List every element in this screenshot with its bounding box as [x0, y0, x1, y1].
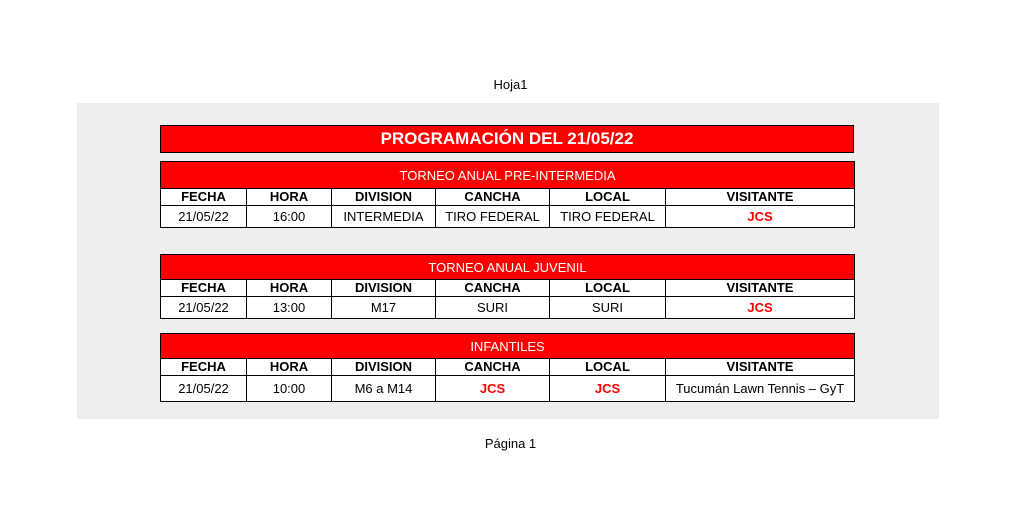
column-header-visitante: VISITANTE: [666, 280, 855, 297]
column-header-division: DIVISION: [332, 189, 436, 206]
column-header-hora: HORA: [247, 280, 332, 297]
section-juvenil: [160, 254, 854, 319]
table-row: [161, 297, 855, 319]
cell-cancha: TIRO FEDERAL: [436, 206, 550, 228]
cell-hora: 16:00: [247, 206, 332, 228]
cell-division: M6 a M14: [332, 376, 436, 402]
section-pre-intermedia: [160, 161, 854, 228]
column-header-fecha: FECHA: [161, 280, 247, 297]
cell-fecha: 21/05/22: [161, 206, 247, 228]
cell-division: M17: [332, 297, 436, 319]
table-row: [161, 206, 855, 228]
column-header-fecha: FECHA: [161, 189, 247, 206]
cell-visitante: JCS: [666, 206, 855, 228]
column-header-hora: HORA: [247, 189, 332, 206]
column-header-local: LOCAL: [550, 280, 666, 297]
column-header-row: [161, 189, 855, 206]
column-header-division: DIVISION: [332, 280, 436, 297]
cell-fecha: 21/05/22: [161, 376, 247, 402]
column-header-local: LOCAL: [550, 359, 666, 376]
column-header-row: [161, 359, 855, 376]
section-title: INFANTILES: [161, 334, 855, 359]
column-header-local: LOCAL: [550, 189, 666, 206]
column-header-fecha: FECHA: [161, 359, 247, 376]
cell-local: SURI: [550, 297, 666, 319]
column-header-cancha: CANCHA: [436, 280, 550, 297]
column-header-cancha: CANCHA: [436, 189, 550, 206]
cell-hora: 10:00: [247, 376, 332, 402]
table-row: [161, 376, 855, 402]
cell-local: TIRO FEDERAL: [550, 206, 666, 228]
column-header-visitante: VISITANTE: [666, 359, 855, 376]
cell-hora: 13:00: [247, 297, 332, 319]
schedule-title: PROGRAMACIÓN DEL 21/05/22: [160, 125, 854, 153]
cell-visitante: Tucumán Lawn Tennis – GyT: [666, 376, 855, 402]
section-title: TORNEO ANUAL JUVENIL: [161, 255, 855, 280]
section-infantiles: [160, 333, 854, 402]
cell-fecha: 21/05/22: [161, 297, 247, 319]
column-header-cancha: CANCHA: [436, 359, 550, 376]
column-header-hora: HORA: [247, 359, 332, 376]
cell-cancha: SURI: [436, 297, 550, 319]
cell-visitante: JCS: [666, 297, 855, 319]
page-header: Hoja1: [493, 77, 528, 92]
cell-local: JCS: [550, 376, 666, 402]
section-title: TORNEO ANUAL PRE-INTERMEDIA: [161, 162, 855, 189]
column-header-division: DIVISION: [332, 359, 436, 376]
column-header-visitante: VISITANTE: [666, 189, 855, 206]
cell-cancha: JCS: [436, 376, 550, 402]
cell-division: INTERMEDIA: [332, 206, 436, 228]
page-footer: Página 1: [484, 436, 537, 451]
column-header-row: [161, 280, 855, 297]
